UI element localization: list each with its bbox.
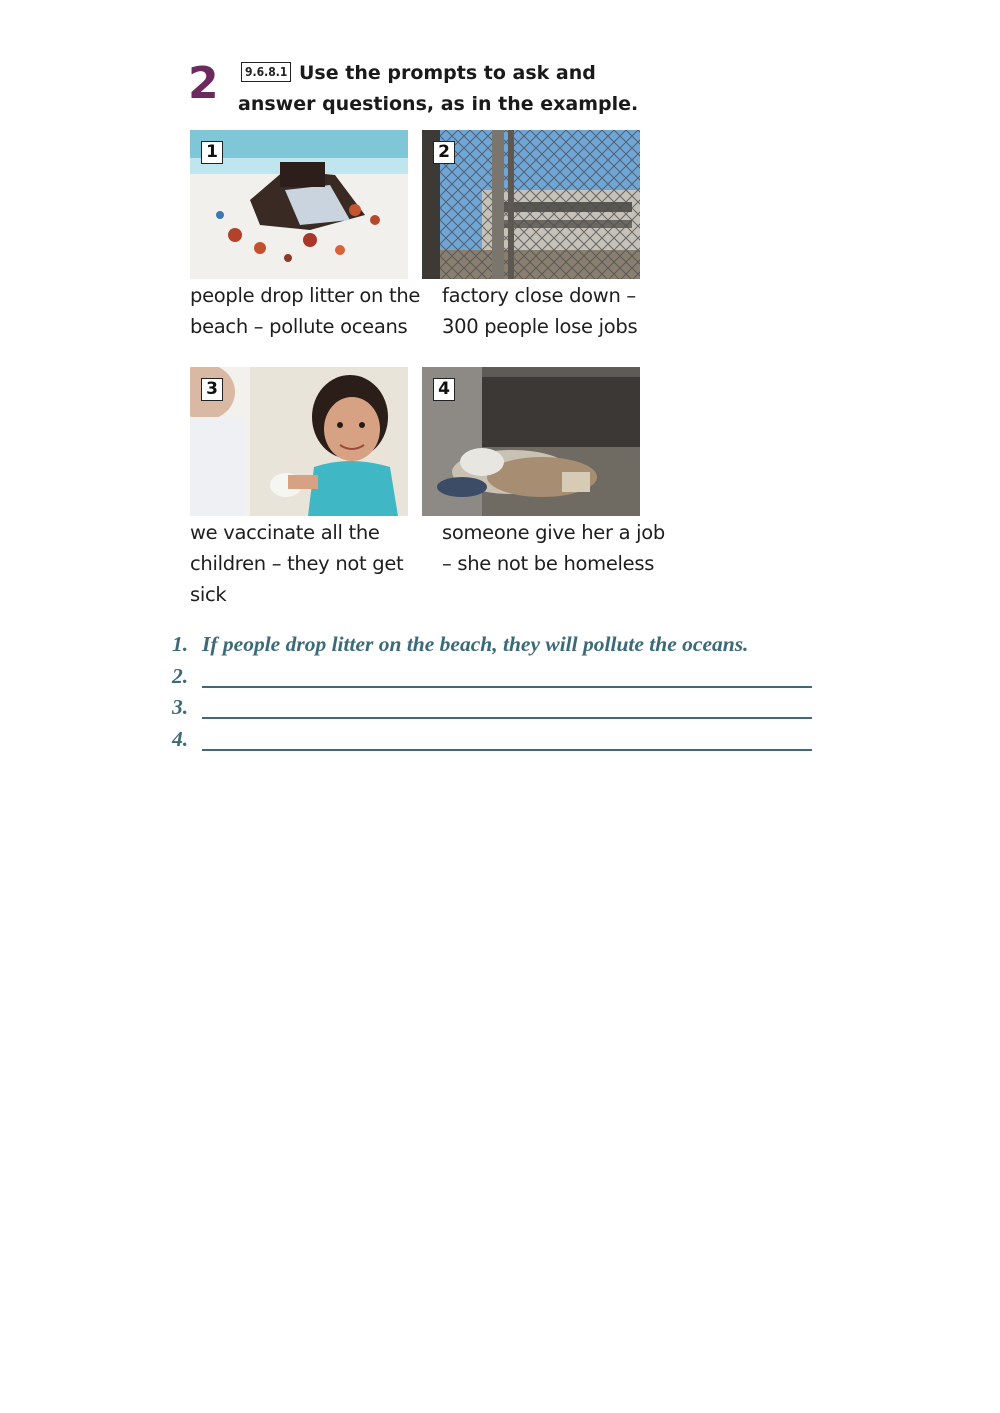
prompt-caption-3-line-1: we vaccinate all the: [190, 521, 380, 544]
prompt-caption-1-line-1: people drop litter on the: [190, 284, 421, 307]
prompt-caption-1-line-2: beach – pollute oceans: [190, 315, 408, 338]
prompt-number-3: 3: [201, 378, 223, 401]
answer-number: 3.: [172, 695, 189, 719]
photo-closed-factory: [422, 130, 640, 279]
answer-row-3: [172, 695, 748, 727]
answer-blank-line[interactable]: [202, 686, 812, 688]
answer-number: 2.: [172, 663, 189, 688]
photo-child-vaccination: [190, 367, 408, 516]
prompt-caption-1: [190, 280, 425, 342]
photo-homeless-person: [422, 367, 640, 516]
prompt-caption-3-line-3: sick: [190, 583, 227, 606]
prompt-caption-2-line-2: 300 people lose jobs: [442, 315, 638, 338]
instruction-line-1: Use the prompts to ask and: [299, 62, 596, 84]
instruction-line-2: answer questions, as in the example.: [238, 93, 639, 115]
answer-row-1: [172, 632, 748, 664]
answer-number: 4.: [172, 726, 189, 751]
answer-row-4: [172, 727, 748, 759]
exercise-number: 2: [188, 58, 219, 109]
answer-row-2: [172, 664, 748, 696]
answer-blank-line[interactable]: [202, 749, 812, 751]
prompt-number-2: 2: [433, 141, 455, 164]
prompt-number-1: 1: [201, 141, 223, 164]
prompt-caption-2-line-1: factory close down –: [442, 284, 636, 307]
prompt-number-4: 4: [433, 378, 455, 401]
answer-list: [172, 632, 748, 758]
prompt-caption-2: [442, 280, 677, 342]
answer-number: 1.: [172, 632, 189, 656]
prompt-caption-3-line-2: children – they not get: [190, 552, 404, 575]
photo-beach-litter: [190, 130, 408, 279]
answer-blank-line[interactable]: [202, 717, 812, 719]
prompt-caption-4-line-2: – she not be homeless: [442, 552, 655, 575]
prompt-caption-3: [190, 517, 425, 610]
answer-example-text: If people drop litter on the beach, they will pollute the oceans.: [202, 632, 749, 656]
curriculum-code-badge: 9.6.8.1: [241, 62, 291, 82]
prompt-caption-4: [442, 517, 677, 579]
prompt-caption-4-line-1: someone give her a job: [442, 521, 665, 544]
